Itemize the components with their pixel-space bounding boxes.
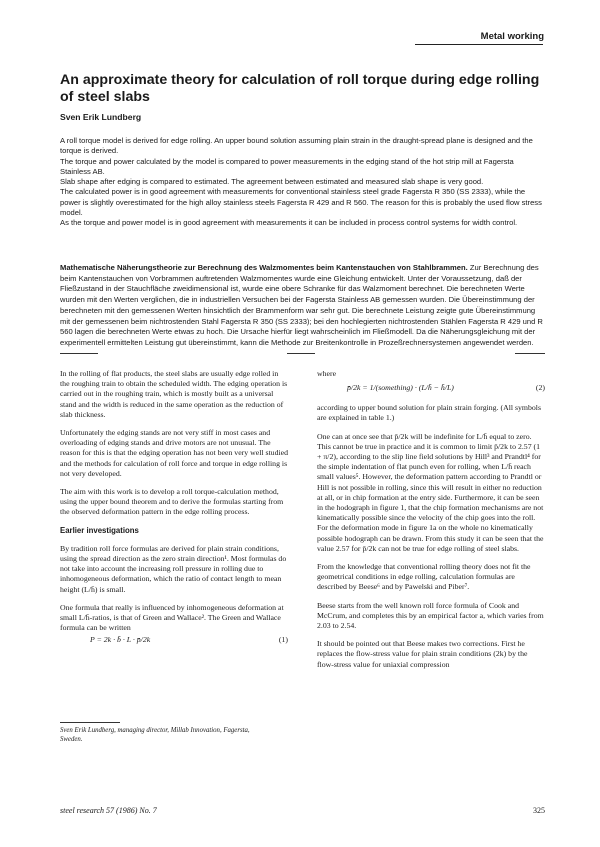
footnote-rule	[60, 722, 120, 723]
separator-rule	[60, 353, 98, 354]
section-heading: Earlier investigations	[60, 525, 139, 535]
body-paragraph: Beese starts from the well known roll force formula of Cook and McCrum, and completes this by an empirical factor a, which varies from 2.03 to 2.54.	[317, 600, 544, 631]
header-rule	[415, 44, 543, 45]
article-title: An approximate theory for calculation of roll torque during edge rolling of steel slabs	[60, 72, 540, 105]
separator-rule	[287, 353, 315, 354]
abstract-paragraph: The calculated power is in good agreement with measurements for conventional stainless steel grade Fagersta R 350 (SS 2333), while the power is slightly overestimated for the high alloy stainless steels Fagersta R 429 and R 560. The reason for this is probably the used flow stress model.	[60, 187, 542, 218]
page-number: 325	[533, 806, 545, 815]
equation-1	[60, 635, 288, 649]
equation-formula: P = 2k · b̄ · L · p̄/2k	[90, 635, 151, 645]
body-paragraph: Unfortunately the edging stands are not very stiff in most cases and overloading of edging stands and drive motors are not unusual. The reason for this is that the edging operation has not been very well studied and the methods for calculation of roll force and torque in edge rolling is not very developed.	[60, 428, 289, 478]
separator-rule	[515, 353, 545, 354]
equation-number: (1)	[278, 635, 288, 645]
journal-citation: steel research 57 (1986) No. 7	[60, 806, 157, 815]
abstract-paragraph: Slab shape after edging is compared to estimated. The agreement between estimated and measured slab shape is very good.	[60, 177, 484, 187]
section-label: Metal working	[480, 31, 544, 42]
body-paragraph: It should be pointed out that Beese makes two corrections. First he replaces the flow-stress value for plain strain conditions (2k) by the flow-stress value for uniaxial compression	[317, 639, 528, 669]
equation-number: (2)	[535, 383, 545, 393]
abstract-paragraph: As the torque and power model is in good agreement with measurements it can be included in process control systems for width control.	[60, 218, 518, 228]
body-paragraph: according to upper bound solution for plain strain forging. (All symbols are explained in table 1.)	[317, 403, 541, 423]
german-abstract	[60, 263, 545, 349]
author-footnote: Sven Erik Lundberg, managing director, Millab Innovation, Fagersta, Sweden.	[60, 727, 250, 743]
equation-2	[317, 383, 545, 397]
body-paragraph: By tradition roll force formulas are derived for plain strain conditions, using the spread direction as the zero strain direction¹. Most formulas do not take into account the increasing roll pressure in rolling due to inhomogeneous deformation, which the ratio of contact length to mean height (L/h̄) is small.	[60, 543, 287, 594]
body-paragraph: One formula that really is influenced by inhomogeneous deformation at small L/h̄-ratios, is that of Green and Wallace². The Green and Wallace formula can be written	[60, 602, 284, 633]
left-column	[60, 369, 288, 655]
body-paragraph: From the knowledge that conventional rolling theory does not fit the geometrical conditions in edge rolling, calculation formulas are described by Beese⁶ and by Pawelski and Piber⁷.	[317, 562, 531, 592]
german-body: Zur Berechnung des beim Kantenstauchen von Vorbrammen auftretenden Walzmomentes wurde eine Gleichung entwickelt. Unter der Voraussetzung, daß der Fließzustand in der Stauchfläche zweidimensional ist, wurde eine obere Schranke für das Walzmoment berechnet. Die berechneten Werte wurden mit den Werten verglichen, die in industriellen Versuchen bei der Fagersta Stainless AB gemessen wurden. Die Übereinstimmung der berechneten mit den gemessenen Werten hinsichtlich der Brammenform war sehr gut. Die berechnete Leistung zeigte gute Übereinstimmung mit der gemessenen beim nichtrostenden Stahl Fagersta R 350 (SS 2333); bei den hochlegierten nichtrostenden Stählen Fagersta R 429 und R 560 lagen die berechneten Werte etwas zu hoch. Die Ursache hierfür liegt wahrscheinlich im Fließmodell. Da die Näherungsgleichung mit der experimentell ermittelten Leistung gut übereinstimmt, kann die Methode zur Breitenkontrolle in Prozeßrechnersystemen angewendet werden.	[60, 263, 543, 347]
german-heading: Mathematische Näherungstheorie zur Berechnung des Walzmomentes beim Kantenstauchen von Stahlbrammen.	[60, 263, 468, 272]
body-paragraph: In the rolling of flat products, the steel slabs are usually edge rolled in the roughing train to obtain the scheduled width. The edging operation is carried out in the roughing train, which is mostly built as a universal stand and the width is reduced in the same operation as the reduction of slab thickness.	[60, 369, 288, 419]
body-paragraph: One can at once see that p̄/2k will be indefinite for L/h̄ equal to zero. This cannot be true in practice and it is common to limit p̄/2k to 2.57 (1 + π/2), according to the slip line field solutions by Hill³ and Prandtl⁴ for the simple indentation of flat punch even for rolling, when L/h̄ reach small values⁵. However, the deformation pattern according to Prandtl or Hill is not possible in rolling, since this will result in either no reduction at all, or in chip formation at the entry side. Furthermore, it can be seen in the hodograph in figure 1, that the chip formation mechanisms are not kinematically possible since the velocity of the chip goes into the roll. For the deformation mode in figure 1a on the whole no kinematically possible hodograph can be drawn. From this study it can be seen that the value 2.57 for p̄/2k can not be true for edge rolling of steel slabs.	[317, 431, 544, 553]
body-paragraph: The aim with this work is to develop a roll torque-calculation method, using the upper bound theorem and to derive the formulas starting from the observed deformation pattern in the edge rolling process.	[60, 487, 284, 517]
right-column	[317, 369, 545, 678]
where-label: where	[317, 369, 337, 378]
author-name: Sven Erik Lundberg	[60, 112, 142, 122]
equation-formula: p̄/2k = 1/(something) · (L/h̄ − h̄/L)	[347, 383, 454, 393]
abstract-paragraph: A roll torque model is derived for edge rolling. An upper bound solution assuming plain strain in the draught-spread plane is designed and the torque is derived.	[60, 136, 533, 156]
abstract-paragraph: The torque and power calculated by the model is compared to power measurements in the edging stand of the hot strip mill at Fagersta Stainless AB.	[60, 156, 514, 176]
abstract	[60, 136, 545, 229]
